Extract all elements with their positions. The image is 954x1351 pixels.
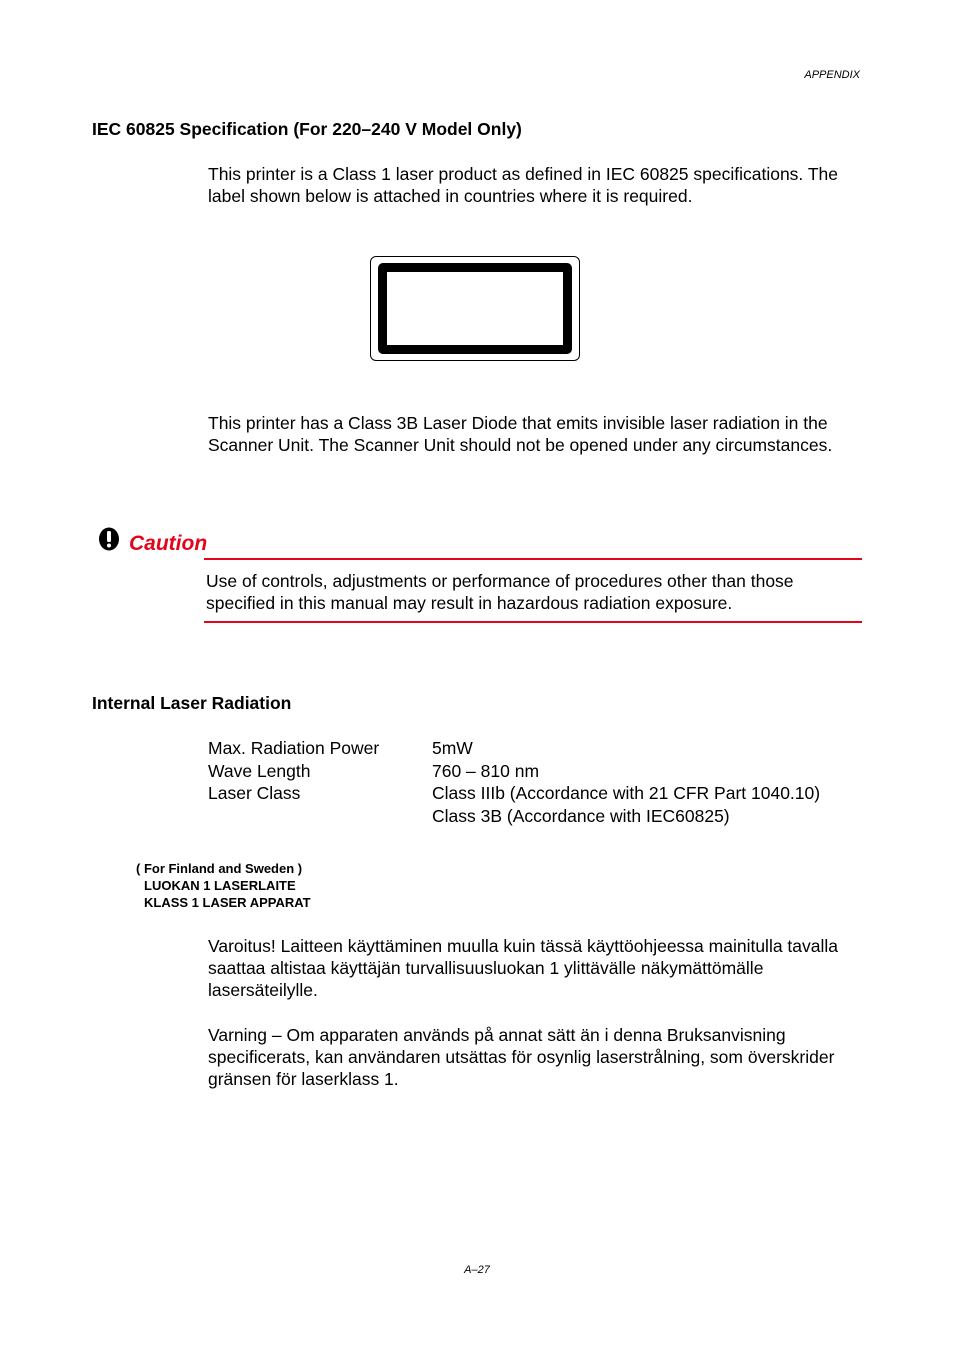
caution-title: Caution (129, 532, 208, 555)
varning-paragraph: Varning – Om apparaten används på annat sätt än i denna Bruksanvisning specificerats, kan användaren utsättas för osynlig laserstrålning, som överskrider gränsen för laserklass 1. (208, 1025, 835, 1089)
spec-value: Class IIIb (Accordance with 21 CFR Part 1040.10) (432, 783, 821, 803)
caution-text: Use of controls, adjustments or performance of procedures other than those specified in this manual may result in hazardous radiation exposure. (206, 571, 794, 613)
spec-value: 760 – 810 nm (432, 760, 540, 781)
spec-values (432, 737, 820, 827)
exclamation-icon (98, 527, 120, 551)
running-header: APPENDIX (804, 69, 860, 81)
finland-sweden-note: ( For Finland and Sweden ) (136, 861, 303, 876)
finnish-label: LUOKAN 1 LASERLAITE (144, 878, 296, 893)
iec-heading: IEC 60825 Specification (For 220–240 V Model Only) (92, 119, 522, 139)
spec-label: Wave Length (208, 760, 311, 781)
spec-label: Max. Radiation Power (208, 738, 380, 758)
label-frame (378, 263, 572, 354)
class1-label-image (370, 256, 580, 361)
varoitus-paragraph: Varoitus! Laitteen käyttäminen muulla kuin tässä käyttöohjeessa mainitulla tavalla saattaa altistaa käyttäjän turvallisuusluokan 1 ylittävälle näkymättömälle lasersäteilylle. (208, 936, 839, 1000)
finland-sweden-block (136, 860, 311, 911)
spec-value: 5mW (432, 738, 473, 758)
page-number: A–27 (464, 1264, 490, 1276)
swedish-label: KLASS 1 LASER APPARAT (144, 895, 311, 910)
caution-top-rule (204, 558, 862, 560)
class3b-paragraph: This printer has a Class 3B Laser Diode that emits invisible laser radiation in the Scanner Unit. The Scanner Unit should not be opened under any circumstances. (208, 413, 833, 455)
spec-value: Class 3B (Accordance with IEC60825) (432, 805, 730, 826)
spec-label: Laser Class (208, 783, 301, 803)
caution-bottom-rule (204, 621, 862, 623)
spec-labels (208, 737, 379, 805)
class1-paragraph: This printer is a Class 1 laser product as defined in IEC 60825 specifications. The label shown below is attached in countries where it is required. (208, 164, 838, 206)
internal-laser-heading: Internal Laser Radiation (92, 693, 292, 713)
